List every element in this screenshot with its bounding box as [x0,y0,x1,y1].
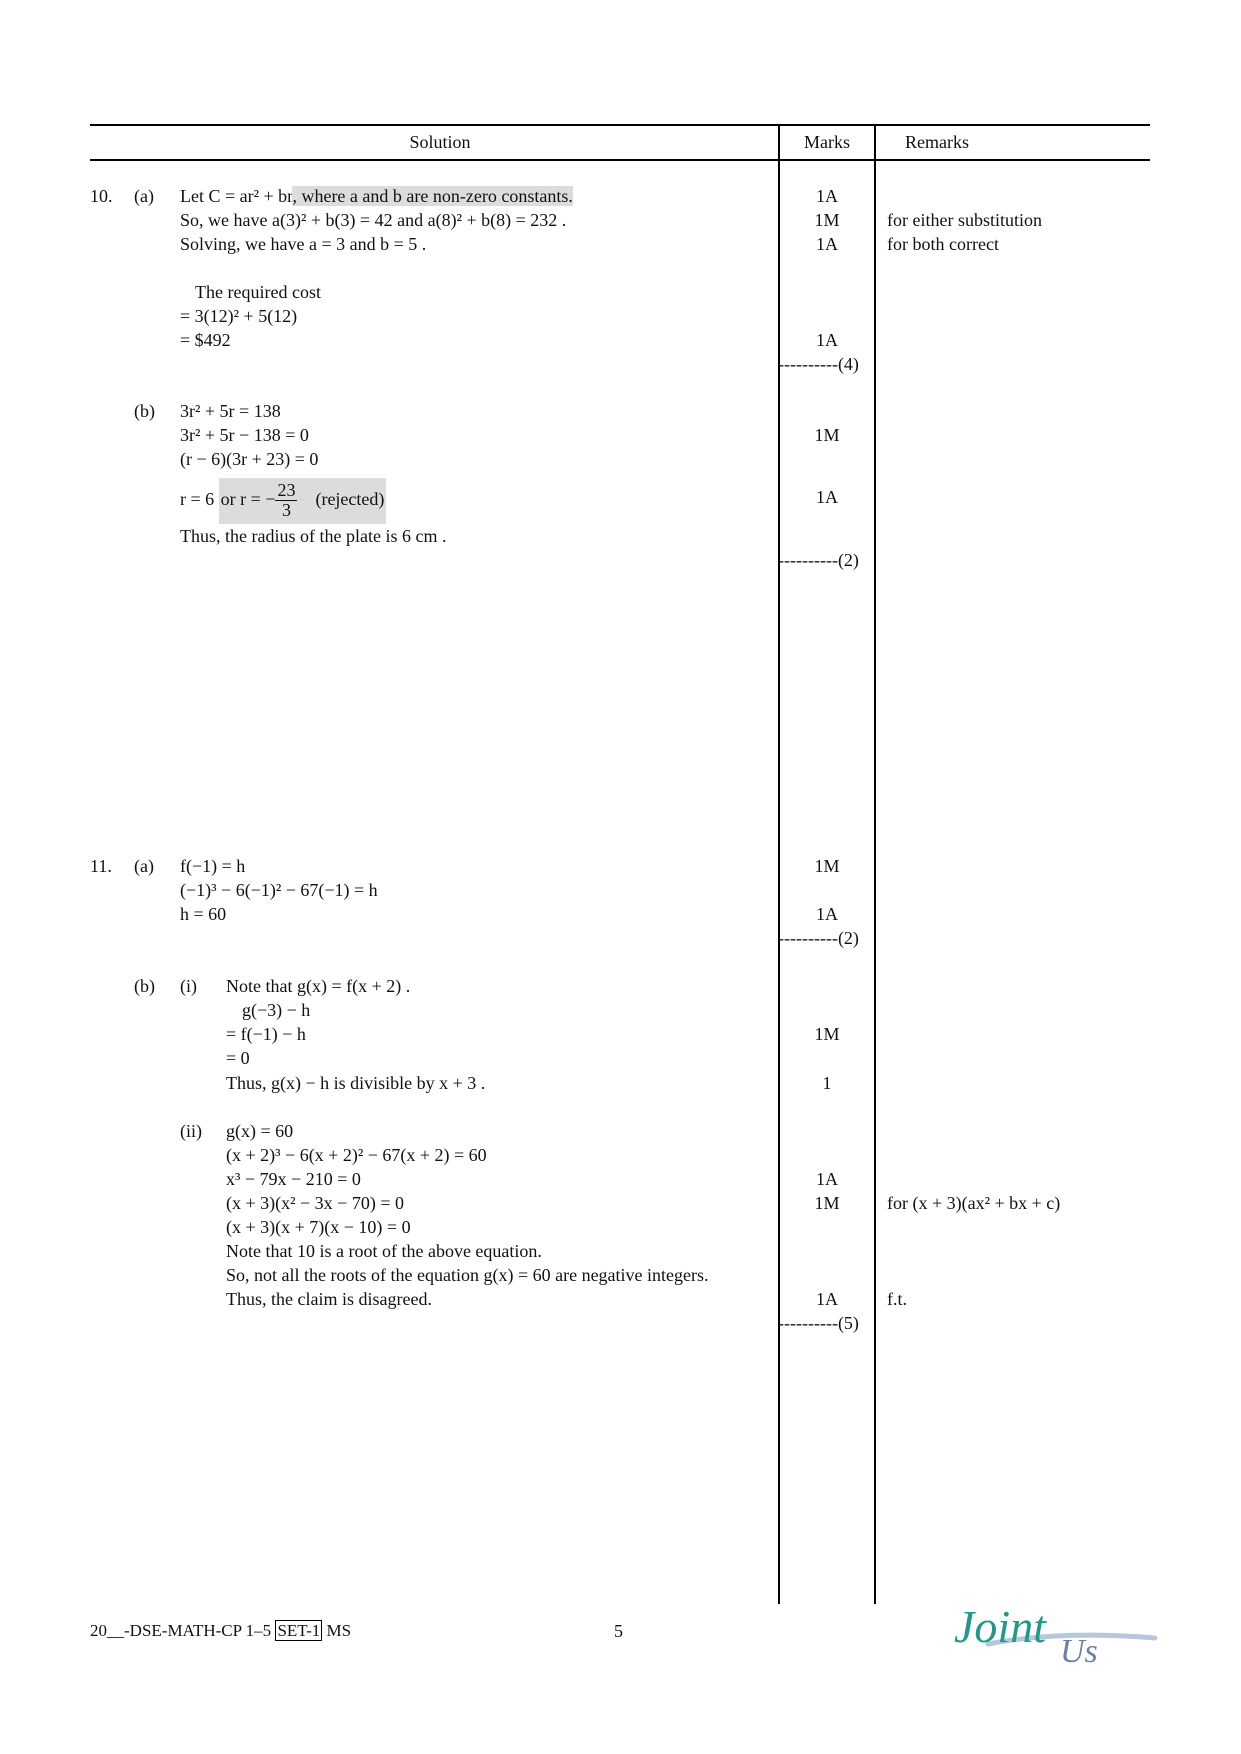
q11bi-line3: = f(−1) − h [226,1024,306,1044]
q10a-mark-2: 1M [814,210,840,230]
q11b-label: (b) [134,976,155,996]
q10a-line1 [180,185,573,207]
q11bii-label: (ii) [180,1121,202,1141]
q11bi-line2: g(−3) − h [242,1000,311,1020]
q11bii-line8: Thus, the claim is disagreed. [226,1289,432,1309]
q10a-line3: Solving, we have a = 3 and b = 5 . [180,234,427,254]
q10a-mark-4: 1A [816,330,838,350]
q11a-line3: h = 60 [180,904,227,924]
q10b-rejected-root [219,478,387,524]
svg-text:Us: Us [1060,1633,1098,1666]
q11a-mark-1: 1M [814,856,840,876]
jointus-logo-graphic [950,1596,1160,1666]
q11bii-line4: (x + 3)(x² − 3x − 70) = 0 [226,1193,404,1213]
q10b-fraction-numerator: 23 [277,480,296,501]
q11bi-mark-1: 1M [814,1024,840,1044]
q11bii-mark-3: 1A [816,1289,838,1309]
q11bi-line4: = 0 [226,1048,250,1068]
q11bii-line5: (x + 3)(x + 7)(x − 10) = 0 [226,1217,411,1237]
table-top-rule [90,124,1150,126]
q10b-fraction [275,481,297,520]
q10b-mark-1: 1M [814,425,840,445]
footer-page-number: 5 [614,1621,623,1641]
q10a-line4: The required cost [195,282,321,302]
q10b-line5: Thus, the radius of the plate is 6 cm . [180,526,447,546]
q11a-label: (a) [134,856,154,876]
q10b-line2: 3r² + 5r − 138 = 0 [180,425,309,445]
q10b-label: (b) [134,401,155,421]
q11a-line2: (−1)³ − 6(−1)² − 67(−1) = h [180,880,378,900]
q10b-total: ----------(2) [778,550,859,570]
question-number-11: 11. [90,856,112,876]
jointus-logo [950,1596,1160,1666]
q10a-line1-formula: Let C = ar² + br [180,186,293,206]
header-bottom-rule [90,159,1150,161]
q10a-label: (a) [134,186,154,206]
marks-right-rule [874,124,876,1604]
q11bi-line5: Thus, g(x) − h is divisible by x + 3 . [226,1073,486,1093]
q11a-total: ----------(2) [778,928,859,948]
q11bii-line7: So, not all the roots of the equation g(x) = 60 are negative integers. [226,1265,709,1285]
q10a-line6: = $492 [180,330,231,350]
q10a-total: ----------(4) [778,354,859,374]
q10b-line1: 3r² + 5r = 138 [180,401,281,421]
q11a-line1: f(−1) = h [180,856,246,876]
q11bii-total: ----------(5) [778,1313,859,1333]
q10b-root-2: r = − [240,489,276,509]
q10a-mark-1: 1A [816,186,838,206]
footer-code-prefix: 20__-DSE-MATH-CP 1–5 [90,1621,272,1640]
q11bii-remark-1: for (x + 3)(ax² + bx + c) [887,1193,1061,1213]
q10b-or: or [220,489,236,509]
question-number-10: 10. [90,186,113,206]
q10a-remark-2: for both correct [887,234,999,254]
q11bii-mark-2: 1M [814,1193,840,1213]
footer-code-suffix: MS [326,1621,352,1640]
q11bii-line2: (x + 2)³ − 6(x + 2)² − 67(x + 2) = 60 [226,1145,487,1165]
footer-paper-code [90,1620,351,1642]
q11bii-line1: g(x) = 60 [226,1121,294,1141]
q10a-line5: = 3(12)² + 5(12) [180,306,298,326]
header-solution: Solution [409,132,471,152]
q10b-line4 [180,478,386,524]
q11bii-line3: x³ − 79x − 210 = 0 [226,1169,361,1189]
q10b-root-1: r = 6 [180,489,215,509]
footer-set-box: SET-1 [277,1621,321,1640]
q10b-fraction-denominator: 3 [281,500,291,521]
header-marks: Marks [804,132,850,152]
q11bi-mark-2: 1 [822,1073,832,1093]
q10b-line3: (r − 6)(3r + 23) = 0 [180,449,319,469]
q10a-line1-highlight: , where a and b are non-zero constants. [292,186,573,206]
q10b-rejected-label: (rejected) [315,489,385,509]
q11bi-line1: Note that g(x) = f(x + 2) . [226,976,411,996]
q10a-remark-1: for either substitution [887,210,1042,230]
header-remarks: Remarks [905,132,969,152]
q11bii-mark-1: 1A [816,1169,838,1189]
q11bii-line6: Note that 10 is a root of the above equation. [226,1241,542,1261]
svg-text:Joint: Joint [954,1601,1046,1652]
q10b-mark-2: 1A [816,487,838,507]
q11bi-label: (i) [180,976,197,996]
q11bii-remark-2: f.t. [887,1289,907,1309]
q11a-mark-2: 1A [816,904,838,924]
q10a-line2: So, we have a(3)² + b(3) = 42 and a(8)² + b(8) = 232 . [180,210,567,230]
q10a-mark-3: 1A [816,234,838,254]
